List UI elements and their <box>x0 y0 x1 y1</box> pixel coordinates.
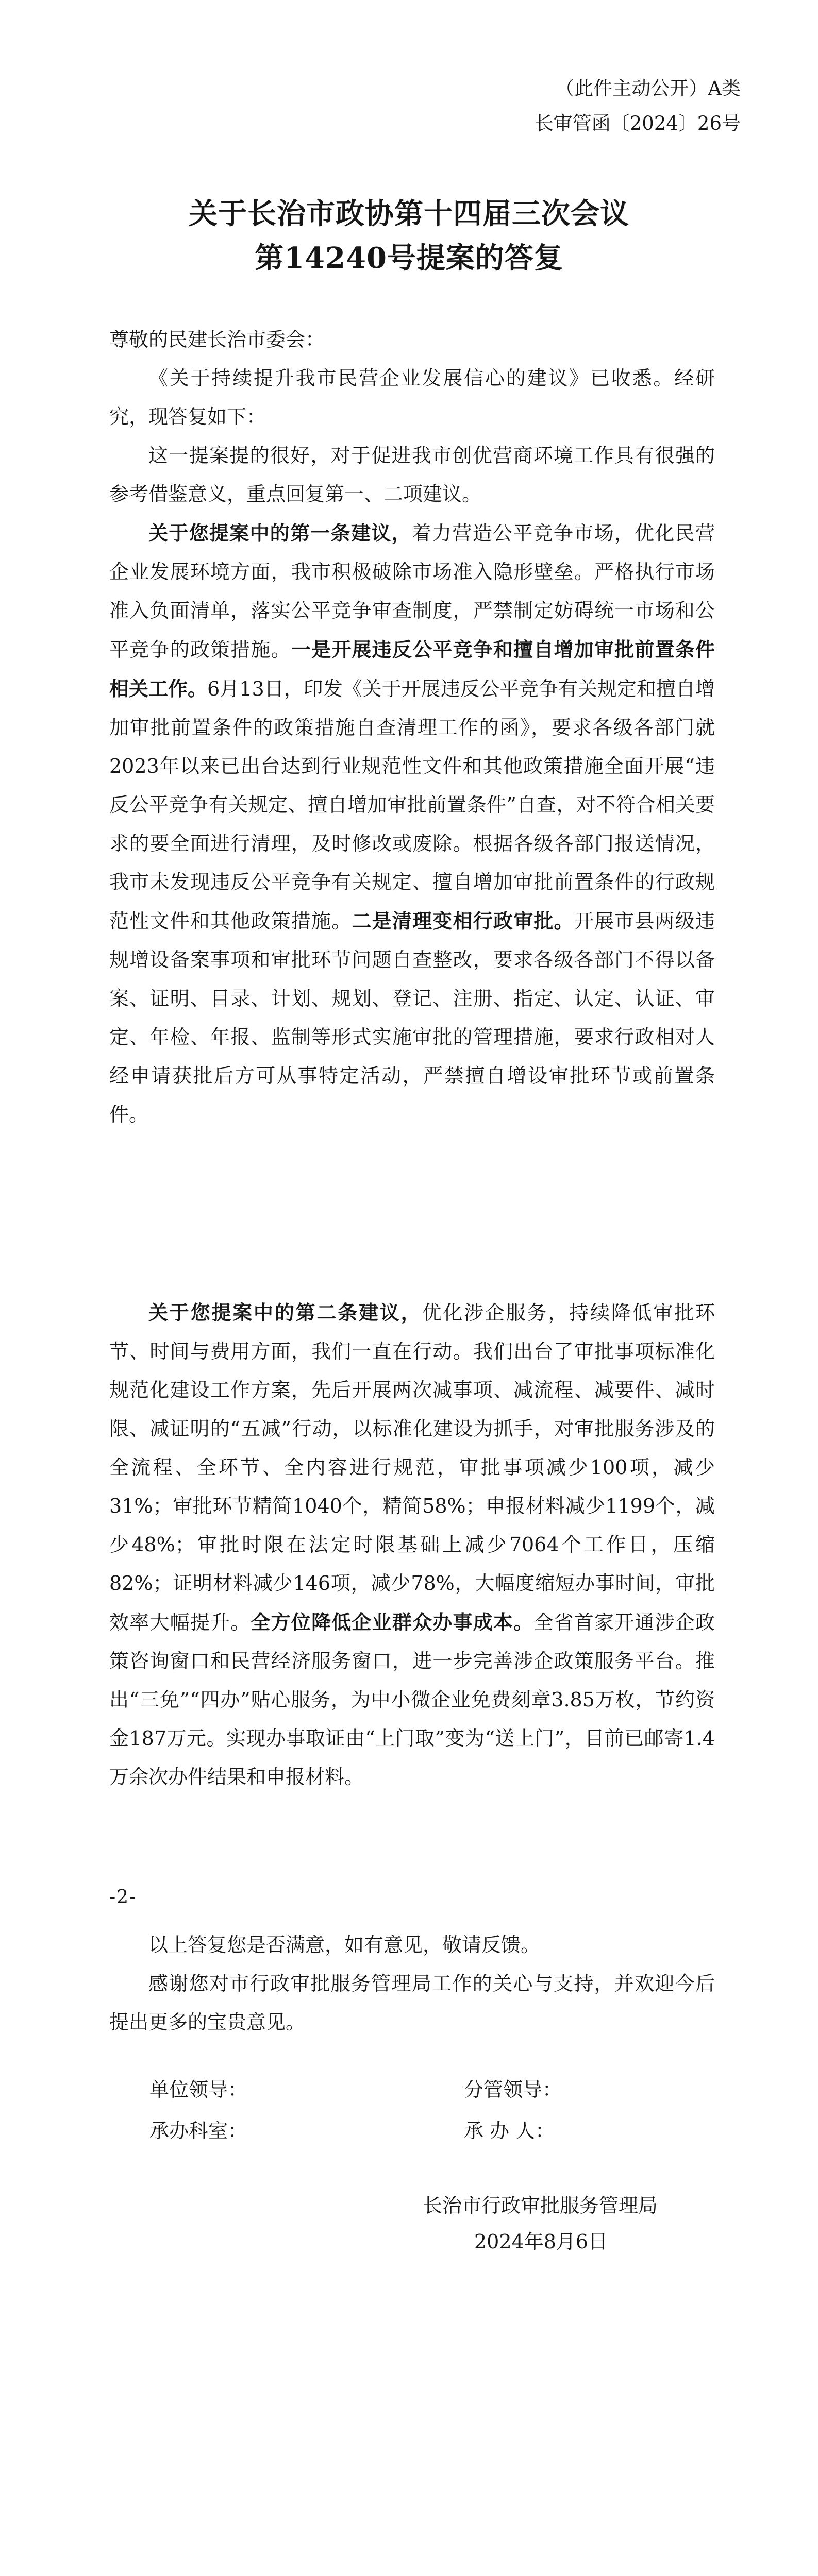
issuing-authority: 长治市行政审批服务管理局 <box>423 2194 658 2217</box>
document-page-1 <box>0 0 818 1278</box>
closing-section <box>109 1926 715 2042</box>
document-page-2 <box>0 1278 818 2576</box>
first-suggestion-paragraph <box>109 514 715 1134</box>
document-title-line-1: 关于长治市政协第十四届三次会议 <box>189 197 629 231</box>
first-suggestion-point-1: 一是开展违反公平竞争和擅自增加审批前置条件相关工作。 <box>109 638 715 700</box>
document-body-continued <box>109 1293 715 1797</box>
first-suggestion-text-1: 着力营造公平竞争市场，优化民营企业发展环境方面，我市积极破除市场准入隐形壁垒。严格执行市场准入负面清单，落实公平竞争审查制度，严禁制定妨碍统一市场和公平竞争的政策措施。 <box>109 522 715 661</box>
second-suggestion-paragraph <box>109 1293 715 1797</box>
salutation: 尊敬的民建长治市委会： <box>109 328 325 351</box>
second-suggestion-text-2: 全省首家开通涉企政策咨询窗口和民营经济服务窗口，进一步完善涉企政策服务平台。推出“三免”“四办”贴心服务，为中小微企业免费刻章3.85万枚，节约资金187万元。实现办事取证由“上门取”变为“送上门”，目前已邮寄1.4万余次办件结果和申报材料。 <box>109 1611 715 1788</box>
intro-paragraph: 《关于持续提升我市民营企业发展信心的建议》已收悉。经研究，现答复如下： <box>109 367 715 428</box>
overview-paragraph: 这一提案提的很好，对于促进我市创优营商环境工作具有很强的参考借鉴意义，重点回复第一、二项建议。 <box>109 444 715 505</box>
page-number-2: -2- <box>109 1887 137 1908</box>
thanks-paragraph: 感谢您对市行政审批服务管理局工作的关心与支持，并欢迎今后提出更多的宝贵意见。 <box>109 1972 715 2033</box>
document-number: 长审管函〔2024〕26号 <box>534 112 741 134</box>
handler-label: 承 办 人： <box>464 2120 555 2142</box>
first-suggestion-text-2: 6月13日，印发《关于开展违反公平竞争有关规定和擅自增加审批前置条件的政策措施自查清理工作的函》，要求各级各部门就2023年以来已出台达到行业规范性文件和其他政策措施全面开展“违反公平竞争有关规定、擅自增加审批前置条件”自查，对不符合相关要求的要全面进行清理，及时修改或废除。根据各级各部门报送情况，我市未发现违反公平竞争有关规定、擅自增加审批前置条件的行政规范性文件和其他政策措施。 <box>109 677 715 933</box>
first-suggestion-point-2: 二是清理变相行政审批。 <box>352 909 574 933</box>
second-suggestion-lead: 关于您提案中的第二条建议， <box>148 1301 422 1324</box>
unit-leader-label: 单位领导： <box>149 2078 248 2101</box>
second-suggestion-point-1: 全方位降低企业群众办事成本。 <box>251 1611 534 1634</box>
document-title-line-2: 第14240号提案的答复 <box>255 241 563 275</box>
document-body <box>109 320 715 1134</box>
first-suggestion-lead: 关于您提案中的第一条建议， <box>148 521 412 545</box>
feedback-paragraph: 以上答复您是否满意，如有意见，敬请反馈。 <box>148 1934 541 1956</box>
branch-leader-label: 分管领导： <box>464 2078 562 2101</box>
issue-date: 2024年8月6日 <box>474 2230 608 2253</box>
first-suggestion-text-3: 开展市县两级违规增设备案事项和审批环节问题自查整改，要求各级各部门不得以备案、证明、目录、计划、规划、登记、注册、指定、认定、认证、审定、年检、年报、监制等形式实施审批的管理措施，要求行政相对人经申请获批后方可从事特定活动，严禁擅自增设审批环节或前置条件。 <box>109 910 715 1126</box>
second-suggestion-text-1: 优化涉企服务，持续降低审批环节、时间与费用方面，我们一直在行动。我们出台了审批事项标准化规范化建设工作方案，先后开展两次减事项、减流程、减要件、减时限、减证明的“五减”行动，以标准化建设为抓手，对审批服务涉及的全流程、全环节、全内容进行规范，审批事项减少100项，减少31%；审批环节精简1040个，精简58%；申报材料减少1199个，减少48%；审批时限在法定时限基础上减少7064个工作日，压缩82%；证明材料减少146项，减少78%，大幅度缩短办事时间，审批效率大幅提升。 <box>109 1301 715 1634</box>
disclosure-label: （此件主动公开）A类 <box>555 77 741 99</box>
handling-section-label: 承办科室： <box>149 2120 248 2142</box>
